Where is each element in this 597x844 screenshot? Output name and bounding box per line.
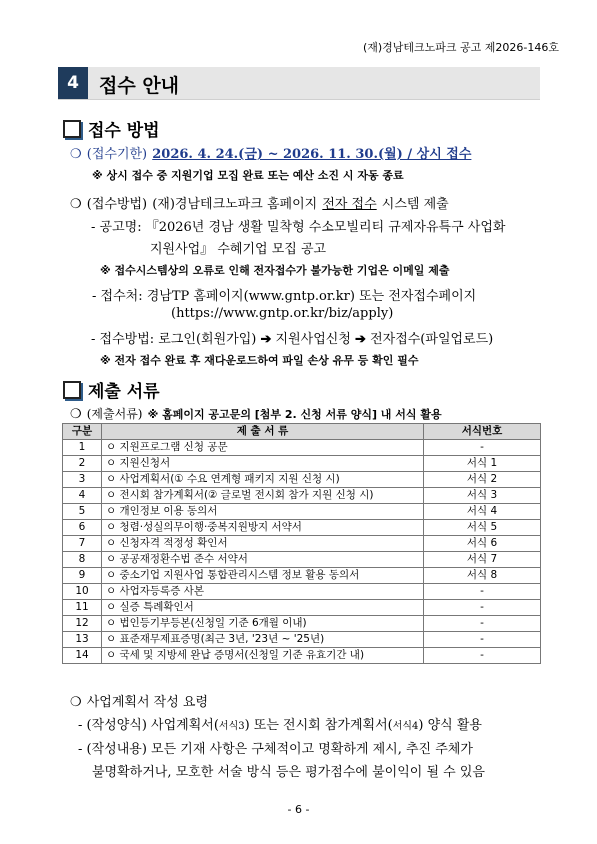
step-login: 로그인(회원가입) <box>158 332 257 347</box>
method-heading: 접수 방법 <box>88 121 160 141</box>
row-number: 9 <box>63 568 102 584</box>
notice-number: (재)경남테크노파크 공고 제2026-146호 <box>362 41 559 54</box>
step-apply: 지원사업신청 <box>275 332 351 347</box>
arrow-right-icon: ➔ <box>355 332 366 347</box>
way-label: (접수방법) <box>86 197 148 212</box>
column-header: 구분 <box>63 424 102 440</box>
row-number: 8 <box>63 552 102 568</box>
row-number: 14 <box>63 648 102 664</box>
table-row <box>63 584 541 600</box>
row-number: 2 <box>63 456 102 472</box>
final-note: ※ 전자 접수 완료 후 재다운로드하여 파일 손상 유무 등 확인 필수 <box>100 354 419 367</box>
document-name: ㅇ 사업계획서(① 수요 연계형 패키지 지원 신청 시) <box>102 472 424 488</box>
document-name: ㅇ 지원프로그램 신청 공문 <box>102 440 424 456</box>
document-name: ㅇ 중소기업 지원사업 통합관리시스템 정보 활용 동의서 <box>102 568 424 584</box>
guide-title-line <box>70 691 208 710</box>
bullet-icon: ❍ <box>70 695 82 710</box>
table-row <box>63 456 541 472</box>
bullet-icon: ❍ <box>70 147 82 162</box>
document-name: ㅇ 지원신청서 <box>102 456 424 472</box>
form-number: 서식 3 <box>424 488 541 504</box>
way-suffix: 시스템 제출 <box>381 197 449 212</box>
form-number: 서식 4 <box>424 504 541 520</box>
row-number: 10 <box>63 584 102 600</box>
guide-line1-part: - (작성양식) 사업계획서( <box>78 718 219 733</box>
place-line1: - 접수처: 경남TP 홈페이지(www.gntp.or.kr) 또는 전자접수페이지 <box>92 289 477 304</box>
table-header-row <box>63 424 541 440</box>
table-row <box>63 440 541 456</box>
table-row <box>63 504 541 520</box>
document-name: ㅇ 사업자등록증 사본 <box>102 584 424 600</box>
row-number: 6 <box>63 520 102 536</box>
checkbox-square-icon <box>63 381 81 399</box>
form-number: - <box>424 440 541 456</box>
row-number: 1 <box>63 440 102 456</box>
document-name: ㅇ 국세 및 지방세 완납 증명서(신청일 기준 유효기간 내) <box>102 648 424 664</box>
table-row <box>63 616 541 632</box>
form-number: 서식 5 <box>424 520 541 536</box>
error-note: ※ 접수시스템상의 오류로 인해 전자접수가 불가능한 기업은 이메일 제출 <box>100 264 450 277</box>
way-prefix: (재)경남테크노파크 홈페이지 <box>152 197 318 212</box>
documents-label-line <box>70 403 442 422</box>
step-submit: 전자접수(파일업로드) <box>370 332 494 347</box>
bullet-icon: ❍ <box>70 197 82 212</box>
guide-form-ref: 서식4 <box>392 721 419 732</box>
documents-table <box>62 423 541 664</box>
row-number: 3 <box>63 472 102 488</box>
table-row <box>63 520 541 536</box>
row-number: 13 <box>63 632 102 648</box>
document-name: ㅇ 신청자격 적정성 확인서 <box>102 536 424 552</box>
notice-label: - 공고명: <box>91 220 146 235</box>
period-value: 2026. 4. 24.(금) ~ 2026. 11. 30.(월) / 상시 접수 <box>152 147 472 162</box>
table-row <box>63 632 541 648</box>
form-number: - <box>424 584 541 600</box>
period-note: ※ 상시 접수 중 지원기업 모집 완료 또는 예산 소진 시 자동 종료 <box>92 169 404 182</box>
bullet-icon: ❍ <box>70 407 82 422</box>
document-name: ㅇ 법인등기부등본(신청일 기준 6개월 이내) <box>102 616 424 632</box>
form-number: 서식 6 <box>424 536 541 552</box>
period-line <box>70 143 471 162</box>
table-row <box>63 488 541 504</box>
documents-label: (제출서류) <box>86 407 143 421</box>
guide-line2: - (작성내용) 모든 기재 사항은 구체적이고 명확하게 제시, 추진 주체가 <box>78 742 473 757</box>
guide-line1-part: ) 양식 활용 <box>418 718 482 733</box>
period-label: (접수기한) <box>86 147 148 162</box>
column-header: 제 출 서 류 <box>102 424 424 440</box>
row-number: 4 <box>63 488 102 504</box>
notice-line1: 『2026년 경남 생활 밀착형 수소모빌리티 규제자유특구 사업화 <box>145 220 506 235</box>
notice-line2: 지원사업』 수혜기업 모집 공고 <box>150 242 327 257</box>
document-name: ㅇ 전시회 참가계획서(② 글로벌 전시회 참가 지원 신청 시) <box>102 488 424 504</box>
form-number: 서식 8 <box>424 568 541 584</box>
form-number: 서식 7 <box>424 552 541 568</box>
form-number: - <box>424 600 541 616</box>
table-row <box>63 600 541 616</box>
document-name: ㅇ 공공재정환수법 준수 서약서 <box>102 552 424 568</box>
form-number: 서식 2 <box>424 472 541 488</box>
steps-line <box>91 328 493 347</box>
guide-title: 사업계획서 작성 요령 <box>86 695 209 710</box>
row-number: 5 <box>63 504 102 520</box>
documents-note: ※ 홈페이지 공고문의 [첨부 2. 신청 서류 양식] 내 서식 활용 <box>147 408 442 421</box>
way-underlined: 전자 접수 <box>322 197 377 212</box>
checkbox-square-icon <box>63 120 81 138</box>
arrow-right-icon: ➔ <box>260 332 272 347</box>
form-number: - <box>424 616 541 632</box>
documents-heading: 제출 서류 <box>88 382 160 402</box>
way-line <box>70 193 449 212</box>
row-number: 7 <box>63 536 102 552</box>
steps-label: - 접수방법: <box>91 332 159 347</box>
guide-form-ref: 서식3 <box>218 721 245 732</box>
document-name: ㅇ 개인정보 이용 동의서 <box>102 504 424 520</box>
column-header: 서식번호 <box>424 424 541 440</box>
table-row <box>63 568 541 584</box>
row-number: 11 <box>63 600 102 616</box>
table-row <box>63 648 541 664</box>
guide-line1 <box>78 714 482 733</box>
document-name: ㅇ 청렴·성실의무이행·중복지원방지 서약서 <box>102 520 424 536</box>
section-number: 4 <box>58 67 88 99</box>
table-row <box>63 536 541 552</box>
form-number: 서식 1 <box>424 456 541 472</box>
notice-title-line <box>91 216 505 235</box>
table-row <box>63 472 541 488</box>
form-number: - <box>424 632 541 648</box>
guide-line3: 불명확하거나, 모호한 서술 방식 등은 평가점수에 불이익이 될 수 있음 <box>92 765 485 780</box>
page-number: - 6 - <box>287 803 310 816</box>
row-number: 12 <box>63 616 102 632</box>
table-row <box>63 552 541 568</box>
guide-line1-part: ) 또는 전시회 참가계획서( <box>244 718 393 733</box>
document-name: ㅇ 표준재무제표증명(최근 3년, '23년 ~ '25년) <box>102 632 424 648</box>
document-name: ㅇ 실증 특례확인서 <box>102 600 424 616</box>
section-title: 접수 안내 <box>99 75 180 97</box>
form-number: - <box>424 648 541 664</box>
place-line2: (https://www.gntp.or.kr/biz/apply) <box>171 306 394 321</box>
